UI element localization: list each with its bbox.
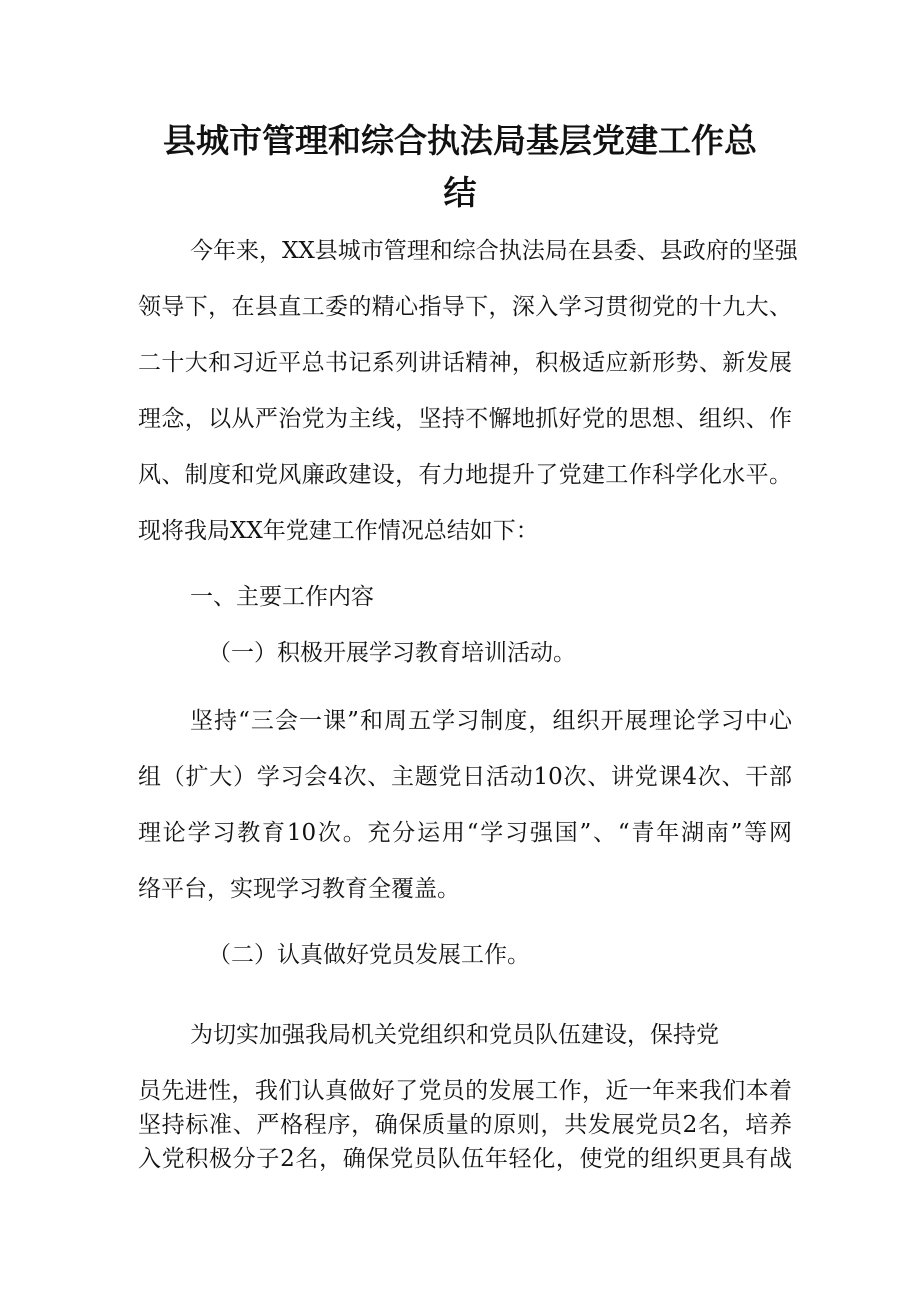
sub1-line-2: 组（扩大）学习会4次、主题党日活动10次、讲党课4次、干部: [138, 764, 792, 790]
sub2-line-3: 坚持标准、严格程序，确保质量的原则，共发展党员2名，培养: [138, 1112, 792, 1138]
document-title-line-1: 县城市管理和综合执法局基层党建工作总: [163, 121, 757, 160]
document-title-line-2: 结: [443, 173, 477, 212]
intro-line-5: 风、制度和党风廉政建设，有力地提升了党建工作科学化水平。: [138, 462, 792, 488]
intro-line-1: 今年来，XX县城市管理和综合执法局在县委、县政府的坚强: [190, 238, 798, 264]
intro-line-2: 领导下，在县直工委的精心指导下，深入学习贯彻党的十九大、: [138, 294, 792, 320]
sub2-line-1: 为切实加强我局机关党组织和党员队伍建设，保持党: [190, 1022, 719, 1048]
sub1-line-4: 络平台，实现学习教育全覆盖。: [138, 876, 460, 902]
sub2-line-4: 入党积极分子2名，确保党员队伍年轻化，使党的组织更具有战: [138, 1146, 792, 1172]
subheading-1: （一）积极开展学习教育培训活动。: [208, 640, 576, 666]
section-heading-1: 一、主要工作内容: [190, 584, 374, 610]
sub1-line-1: 坚持“三会一课”和周五学习制度，组织开展理论学习中心: [190, 708, 792, 734]
sub1-line-3: 理论学习教育10次。充分运用“学习强国”、“青年湖南”等网: [138, 820, 792, 846]
intro-line-4: 理念，以从严治党为主线，坚持不懈地抓好党的思想、组织、作: [138, 406, 792, 432]
sub2-line-2: 员先进性，我们认真做好了党员的发展工作，近一年来我们本着: [138, 1078, 792, 1104]
intro-line-3: 二十大和习近平总书记系列讲话精神，积极适应新形势、新发展: [138, 350, 792, 376]
intro-line-6: 现将我局XX年党建工作情况总结如下：: [138, 518, 539, 544]
subheading-2: （二）认真做好党员发展工作。: [208, 942, 530, 968]
